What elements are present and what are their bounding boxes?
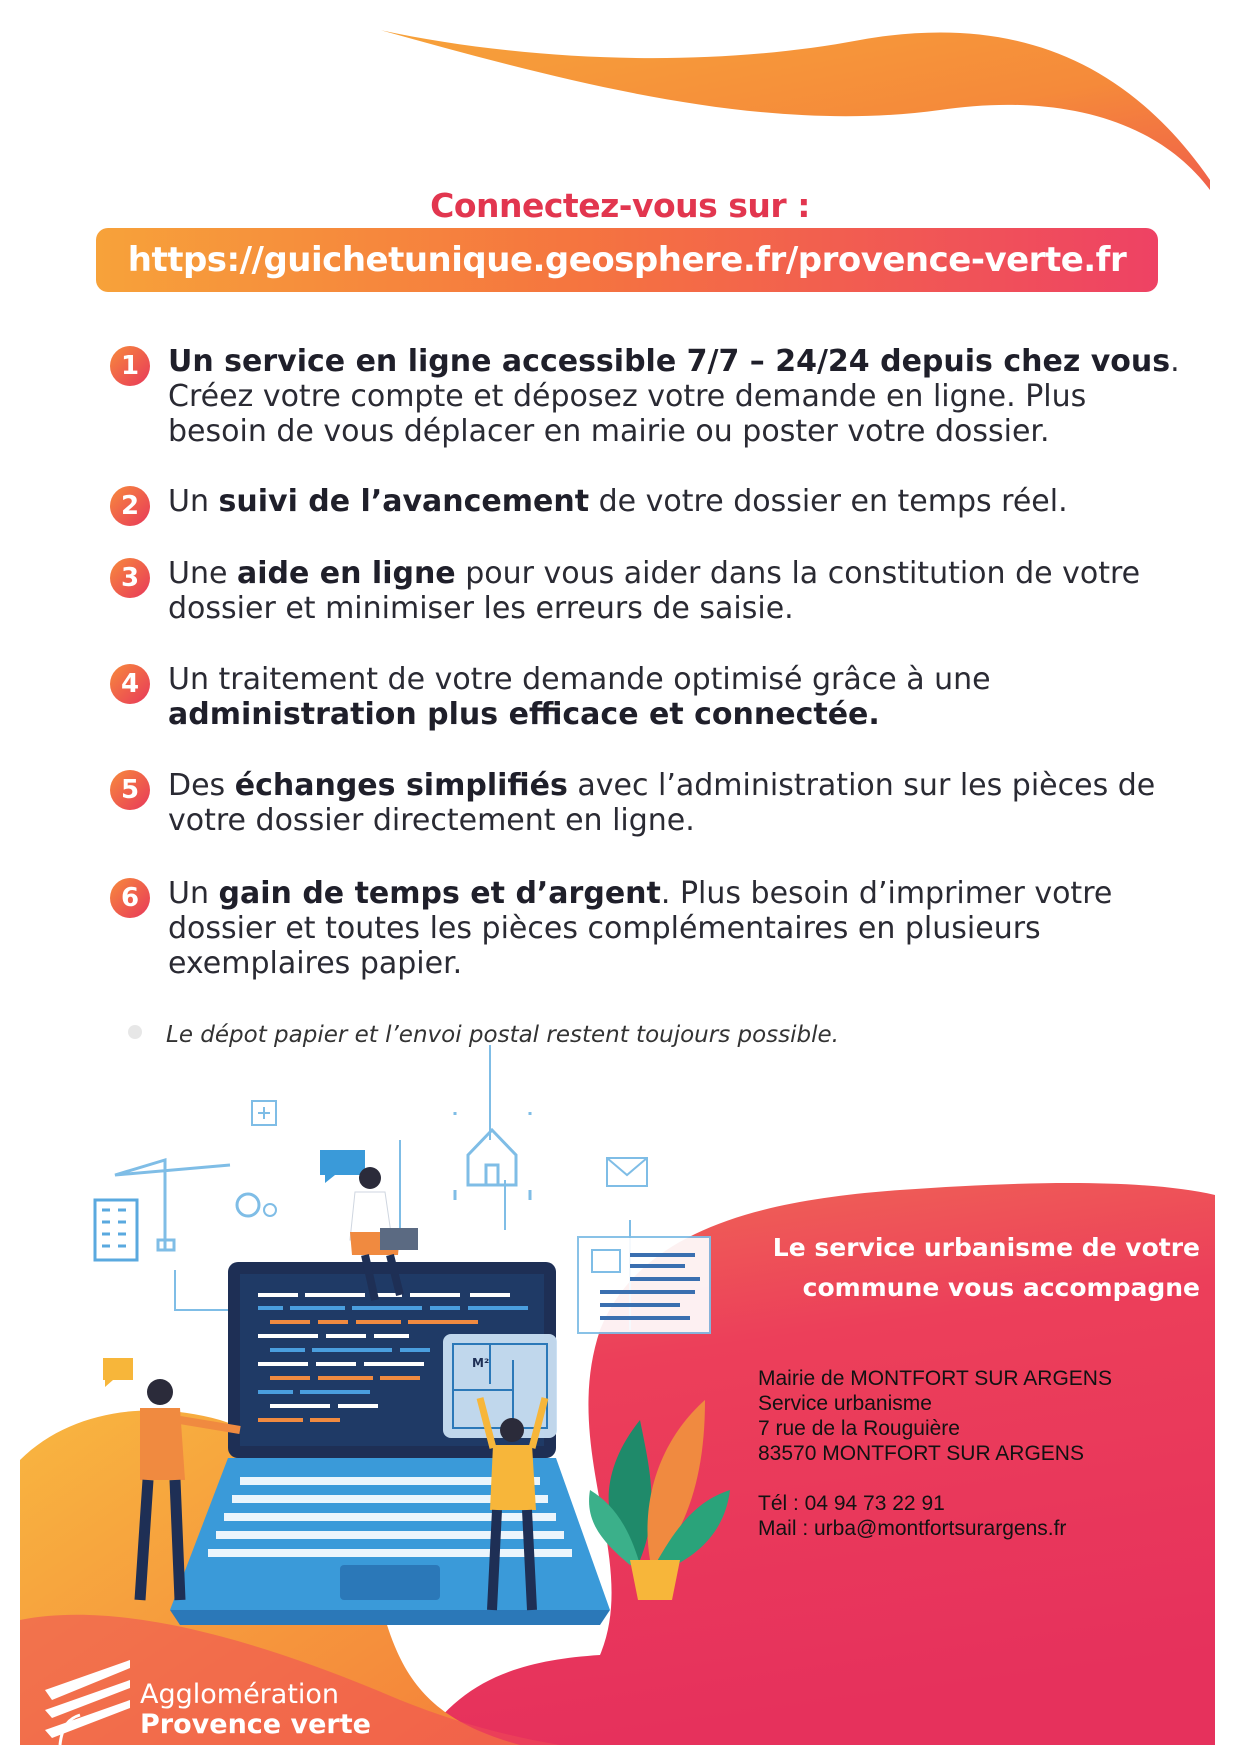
- contact-email: Mail : urba@montfortsurargens.fr: [758, 1517, 1067, 1540]
- feature-text-span: avec l’administration sur les pièces de votre dossier directement en ligne.: [168, 768, 1156, 838]
- feature-text-span: Un traitement de votre demande optimisé grâce à une: [168, 662, 991, 697]
- feature-text: [168, 484, 1190, 519]
- chat-bubble-icon: [103, 1358, 133, 1387]
- feature-text-bold: Un service en ligne accessible 7/7 – 24/24 depuis chez vous: [168, 344, 1171, 379]
- plan-area-label: M²: [472, 1356, 490, 1370]
- contact-name: Mairie de MONTFORT SUR ARGENS: [758, 1367, 1112, 1390]
- feature-item-6: [110, 876, 1190, 981]
- house-icon: [455, 1112, 530, 1200]
- feature-text: [168, 556, 1190, 626]
- website-url-link[interactable]: https://guichetunique.geosphere.fr/provence-verte.fr: [96, 228, 1158, 292]
- envelope-icon: [607, 1158, 647, 1186]
- crane-icon: [115, 1160, 230, 1250]
- feature-text-bold: gain de temps et d’argent: [218, 876, 661, 911]
- contact-block: [758, 1366, 1112, 1541]
- feature-text-span: pour vous aider dans la constitution de votre dossier et minimiser les erreurs de saisie.: [168, 556, 1141, 626]
- gear-icon: [237, 1194, 259, 1216]
- number-badge: 6: [110, 878, 150, 918]
- feature-text: [168, 876, 1190, 981]
- feature-text-span: Un: [168, 484, 219, 519]
- feature-text: [168, 768, 1190, 838]
- building-icon: [95, 1200, 137, 1260]
- connect-heading: Connectez-vous sur :: [430, 186, 810, 225]
- contact-street: 7 rue de la Rouguière: [758, 1417, 960, 1440]
- postal-note: Le dépot papier et l’envoi postal restent toujours possible.: [166, 1022, 839, 1048]
- feature-item-4: [110, 662, 1190, 732]
- number-badge: 4: [110, 664, 150, 704]
- feature-item-3: [110, 556, 1190, 626]
- feature-text-span: . Créez votre compte et déposez votre demande en ligne. Plus besoin de vous déplacer en mairie ou poster votre dossier.: [168, 344, 1180, 449]
- agglo-logo-text: [140, 1680, 371, 1740]
- top-wave-shape: [380, 30, 1210, 190]
- feature-text-bold: administration plus efficace et connectée.: [168, 697, 880, 732]
- number-badge: 5: [110, 770, 150, 810]
- contact-service: Service urbanisme: [758, 1392, 932, 1415]
- chat-bubble-icon: [320, 1150, 365, 1183]
- number-badge: 1: [110, 346, 150, 386]
- note-bullet: [128, 1025, 142, 1039]
- number-badge: 3: [110, 558, 150, 598]
- feature-text-bold: suivi de l’avancement: [218, 484, 590, 519]
- logo-line2: Provence verte: [140, 1709, 371, 1740]
- number-badge: 2: [110, 486, 150, 526]
- feature-text-span: de votre dossier en temps réel.: [589, 484, 1068, 519]
- feature-text-span: Un: [168, 876, 219, 911]
- document-panel: [578, 1237, 710, 1333]
- feature-text-bold: échanges simplifiés: [234, 768, 568, 803]
- logo-line1: Agglomération: [140, 1679, 340, 1710]
- feature-item-5: [110, 768, 1190, 838]
- contact-city: 83570 MONTFORT SUR ARGENS: [758, 1442, 1084, 1465]
- feature-text: [168, 662, 1190, 732]
- laptop-illustration: [170, 1262, 610, 1625]
- feature-text-span: Une: [168, 556, 237, 591]
- feature-text-span: Des: [168, 768, 235, 803]
- feature-text: [168, 344, 1190, 449]
- feature-item-1: [110, 344, 1190, 449]
- feature-text-bold: aide en ligne: [236, 556, 456, 591]
- feature-text-span: . Plus besoin d’imprimer votre dossier et toutes les pièces complémentaires en plusieurs exemplaires papier.: [168, 876, 1113, 981]
- service-heading-line2: commune vous accompagne: [802, 1273, 1200, 1302]
- service-heading: [730, 1228, 1200, 1308]
- feature-item-2: [110, 484, 1190, 519]
- contact-phone: Tél : 04 94 73 22 91: [758, 1492, 945, 1515]
- service-heading-line1: Le service urbanisme de votre: [772, 1233, 1200, 1262]
